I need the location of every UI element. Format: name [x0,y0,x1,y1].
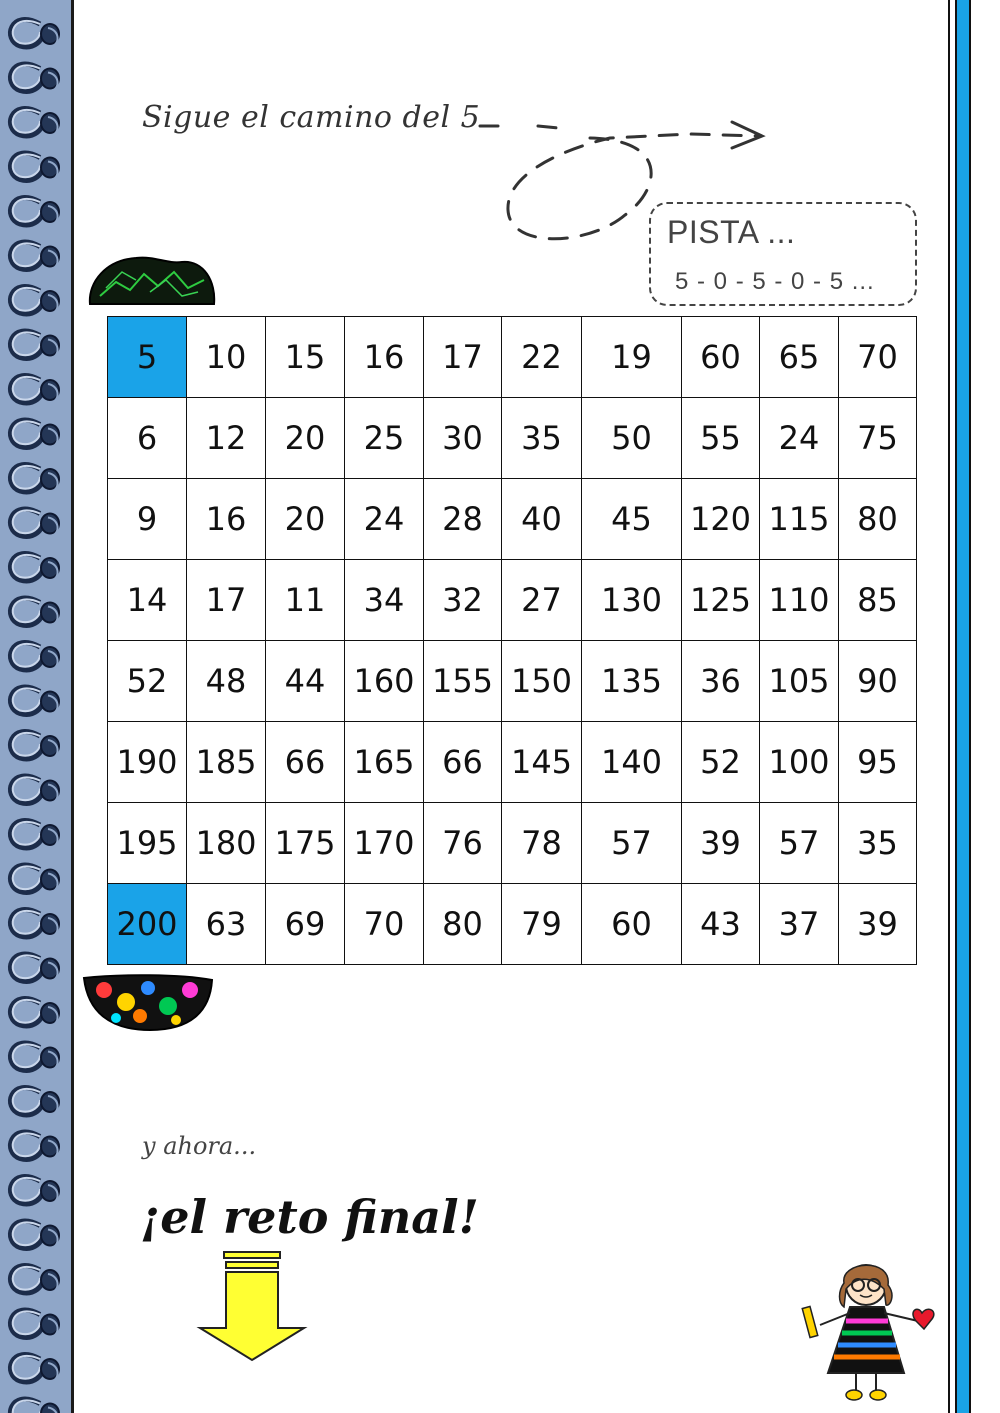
grid-cell[interactable]: 115 [760,479,839,560]
grid-cell[interactable]: 170 [345,803,424,884]
grid-cell[interactable]: 75 [839,398,917,479]
grid-cell[interactable]: 66 [266,722,345,803]
grid-cell[interactable]: 55 [682,398,760,479]
spiral-ring [10,865,59,892]
grid-cell[interactable]: 80 [839,479,917,560]
start-blob-decoration [86,252,218,310]
grid-cell[interactable]: 52 [682,722,760,803]
spiral-ring [10,1132,59,1159]
grid-cell[interactable]: 120 [682,479,760,560]
grid-cell[interactable]: 20 [266,398,345,479]
spiral-ring [10,643,59,670]
grid-cell[interactable]: 200 [108,884,187,965]
spiral-ring [10,198,59,225]
grid-cell[interactable]: 70 [839,317,917,398]
grid-cell[interactable]: 65 [760,317,839,398]
spiral-ring [10,1355,59,1382]
grid-cell[interactable]: 52 [108,641,187,722]
spiral-ring [10,598,59,625]
hint-label: PISTA ... [667,214,796,250]
grid-row [108,398,917,479]
grid-cell[interactable]: 69 [266,884,345,965]
grid-cell[interactable]: 45 [582,479,682,560]
spiral-ring [10,554,59,581]
grid-cell[interactable]: 40 [502,479,582,560]
grid-cell[interactable]: 100 [760,722,839,803]
page-border-stripe [955,0,971,1413]
spiral-ring [10,1221,59,1248]
grid-cell[interactable]: 50 [582,398,682,479]
spiral-ring [10,1088,59,1115]
grid-cell[interactable]: 17 [424,317,502,398]
grid-cell[interactable]: 80 [424,884,502,965]
spiral-ring [10,376,59,403]
grid-cell[interactable]: 185 [187,722,266,803]
hint-sequence: 5 - 0 - 5 - 0 - 5 ... [675,268,875,295]
grid-cell[interactable]: 60 [582,884,682,965]
grid-cell[interactable]: 90 [839,641,917,722]
spiral-ring [10,509,59,536]
grid-cell[interactable]: 5 [108,317,187,398]
grid-cell[interactable]: 27 [502,560,582,641]
spiral-ring [10,954,59,981]
grid-cell[interactable]: 28 [424,479,502,560]
spiral-ring [10,153,59,180]
grid-cell[interactable]: 190 [108,722,187,803]
page-border-line [948,0,950,1413]
spiral-ring [10,420,59,447]
spiral-ring [10,1266,59,1293]
grid-cell[interactable]: 180 [187,803,266,884]
spiral-ring [10,20,59,47]
grid-cell[interactable]: 39 [839,884,917,965]
spiral-ring [10,242,59,269]
spiral-ring [10,465,59,492]
grid-row [108,722,917,803]
grid-cell[interactable]: 35 [502,398,582,479]
spiral-ring [10,776,59,803]
grid-cell[interactable]: 15 [266,317,345,398]
grid-cell[interactable]: 19 [582,317,682,398]
grid-row [108,560,917,641]
grid-cell[interactable]: 63 [187,884,266,965]
spiral-ring [10,999,59,1026]
hint-box [649,202,917,306]
grid-cell[interactable]: 155 [424,641,502,722]
grid-row [108,479,917,560]
spiral-ring [10,910,59,937]
grid-cell[interactable]: 78 [502,803,582,884]
grid-cell[interactable]: 6 [108,398,187,479]
girl-illustration [800,1255,950,1405]
number-grid [107,316,917,965]
grid-cell[interactable]: 44 [266,641,345,722]
grid-cell[interactable]: 43 [682,884,760,965]
grid-cell[interactable]: 95 [839,722,917,803]
grid-row [108,884,917,965]
grid-cell[interactable]: 76 [424,803,502,884]
spiral-ring [10,64,59,91]
grid-row [108,641,917,722]
grid-cell[interactable]: 48 [187,641,266,722]
grid-cell[interactable]: 39 [682,803,760,884]
grid-cell[interactable]: 130 [582,560,682,641]
grid-cell[interactable]: 35 [839,803,917,884]
grid-row [108,803,917,884]
grid-cell[interactable]: 24 [760,398,839,479]
grid-cell[interactable]: 140 [582,722,682,803]
grid-cell[interactable]: 12 [187,398,266,479]
grid-cell[interactable]: 30 [424,398,502,479]
spiral-binding [0,0,74,1413]
grid-cell[interactable]: 125 [682,560,760,641]
grid-cell[interactable]: 22 [502,317,582,398]
spiral-ring [10,732,59,759]
grid-cell[interactable]: 79 [502,884,582,965]
grid-cell[interactable]: 17 [187,560,266,641]
spiral-ring [10,1399,59,1413]
grid-cell[interactable]: 105 [760,641,839,722]
grid-cell[interactable]: 175 [266,803,345,884]
grid-cell[interactable]: 16 [345,317,424,398]
final-challenge-heading: ¡el reto final! [140,1190,479,1244]
spiral-ring [10,331,59,358]
spiral-ring [10,109,59,136]
grid-cell[interactable]: 34 [345,560,424,641]
grid-cell[interactable]: 10 [187,317,266,398]
grid-cell[interactable]: 11 [266,560,345,641]
grid-cell[interactable]: 57 [582,803,682,884]
grid-cell[interactable]: 110 [760,560,839,641]
spiral-rings [0,0,74,1413]
grid-cell[interactable]: 85 [839,560,917,641]
grid-cell[interactable]: 160 [345,641,424,722]
spiral-ring [10,1043,59,1070]
grid-row [108,317,917,398]
grid-cell[interactable]: 66 [424,722,502,803]
grid-cell[interactable]: 195 [108,803,187,884]
end-blob-decoration [80,972,216,1034]
spiral-ring [10,821,59,848]
spiral-ring [10,1310,59,1337]
grid-cell[interactable]: 25 [345,398,424,479]
grid-cell[interactable]: 60 [682,317,760,398]
grid-cell[interactable]: 70 [345,884,424,965]
grid-cell[interactable]: 150 [502,641,582,722]
grid-cell[interactable]: 165 [345,722,424,803]
grid-cell[interactable]: 24 [345,479,424,560]
page-title: Sigue el camino del 5 [142,100,481,135]
grid-cell[interactable]: 20 [266,479,345,560]
grid-cell[interactable]: 16 [187,479,266,560]
grid-cell[interactable]: 135 [582,641,682,722]
grid-cell[interactable]: 57 [760,803,839,884]
grid-cell[interactable]: 14 [108,560,187,641]
spiral-ring [10,287,59,314]
grid-cell[interactable]: 145 [502,722,582,803]
spiral-ring [10,1177,59,1204]
grid-cell[interactable]: 36 [682,641,760,722]
spiral-ring [10,687,59,714]
grid-cell[interactable]: 32 [424,560,502,641]
subtitle: y ahora... [142,1132,257,1160]
grid-cell[interactable]: 37 [760,884,839,965]
grid-cell[interactable]: 9 [108,479,187,560]
down-arrow-icon [196,1250,308,1364]
